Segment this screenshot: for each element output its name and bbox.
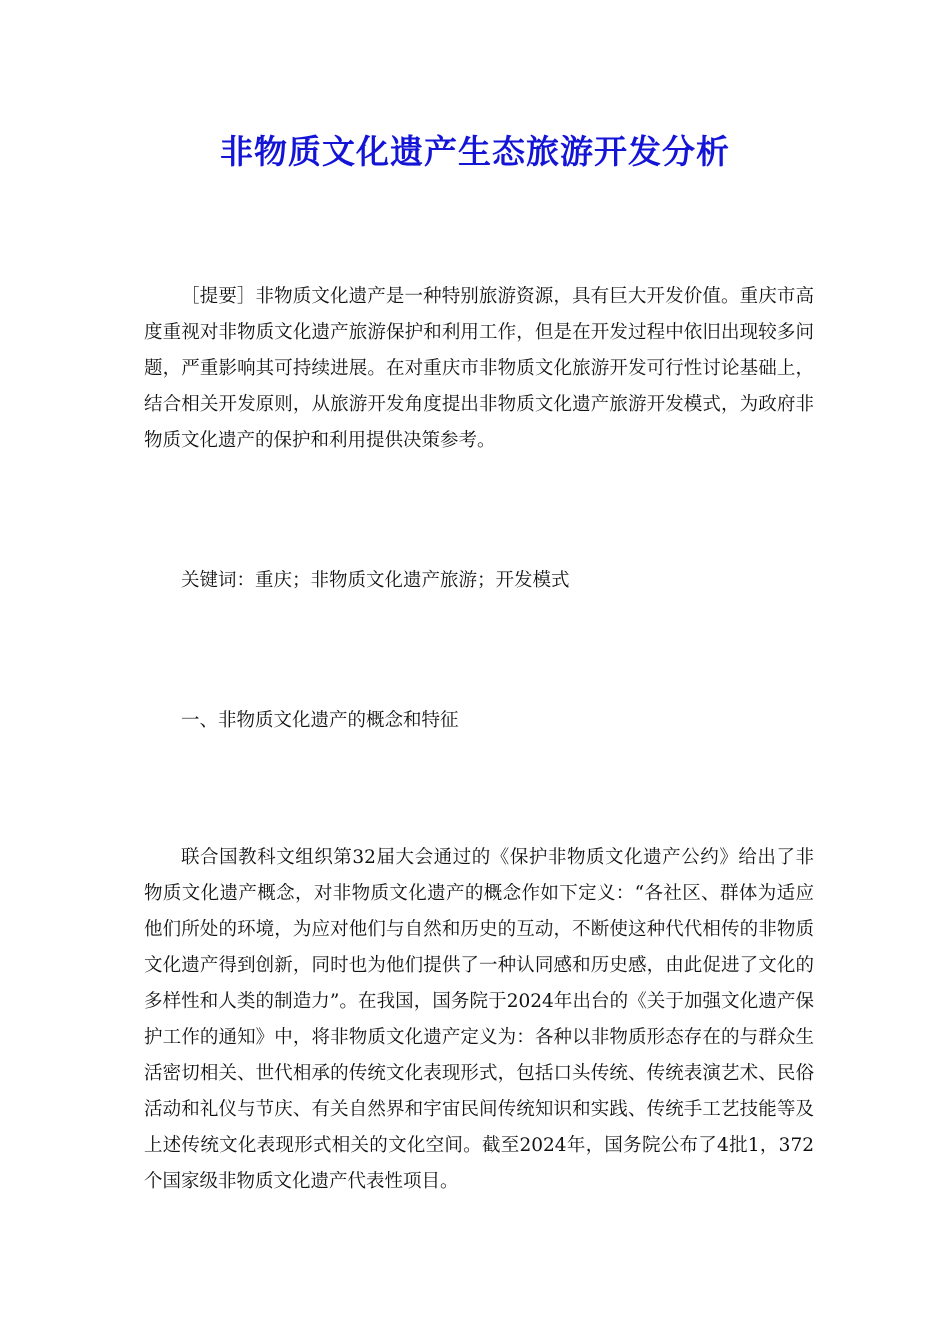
keywords-line: 关键词：重庆；非物质文化遗产旅游；开发模式 [181, 570, 570, 591]
document-title: 非物质文化遗产生态旅游开发分析 [220, 132, 730, 171]
abstract-paragraph: ［提要］非物质文化遗产是一种特别旅游资源，具有巨大开发价值。重庆市高度重视对非物质文化遗产旅游保护和利用工作，但是在开发过程中依旧出现较多问题，严重影响其可持续进展。在对重庆市非物质文化旅游开发可行性讨论基础上，结合相关开发原则，从旅游开发角度提出非物质文化遗产旅游开发模式，为政府非物质文化遗产的保护和利用提供决策参考。 [144, 286, 814, 451]
section-heading: 一、非物质文化遗产的概念和特征 [181, 710, 459, 731]
body-paragraph: 联合国教科文组织第32届大会通过的《保护非物质文化遗产公约》给出了非物质文化遗产概念，对非物质文化遗产的概念作如下定义：“各社区、群体为适应他们所处的环境，为应对他们与自然和历史的互动，不断使这种代代相传的非物质文化遗产得到创新，同时也为他们提供了一种认同感和历史感，由此促进了文化的多样性和人类的制造力”。在我国，国务院于2024年出台的《关于加强文化遗产保护工作的通知》中，将非物质文化遗产定义为：各种以非物质形态存在的与群众生活密切相关、世代相承的传统文化表现形式，包括口头传统、传统表演艺术、民俗活动和礼仪与节庆、有关自然界和宇宙民间传统知识和实践、传统手工艺技能等及上述传统文化表现形式相关的文化空间。截至2024年，国务院公布了4批1，372个国家级非物质文化遗产代表性项目。 [144, 847, 814, 1192]
